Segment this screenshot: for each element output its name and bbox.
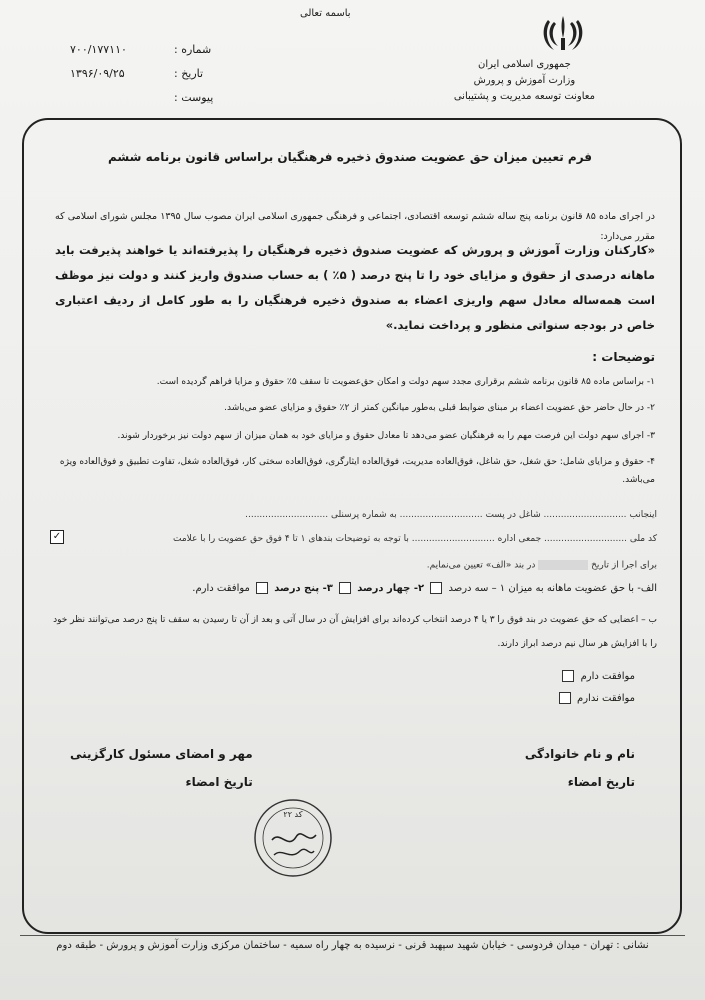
employee-name-label: نام و نام خانوادگی [524,747,635,761]
number-row [70,38,218,62]
disagree-row [556,692,635,704]
disagree-label: موافقت ندارم [577,693,635,704]
law-quote: «کارکنان وزارت آموزش و پرورش که عضویت صندوق ذخیره فرهنگیان را پذیرفته‌اند یا خواهند پذیرفت باید ماهانه درصدی از حقوق و مزایای خود را تا پنج درصد ( ۵٪ ) به حساب صندوق واریز کنند و دولت نیز موظف است همه‌ساله معادل سهم واریزی اعضاء به صندوق ذخیره فرهنگیان را به طور کامل از ردیف اعتباری خاص در بودجه سنواتی منظور و پرداخت نماید.» [55,243,655,332]
attachment-label: پیوست : [174,91,214,104]
disagree-checkbox[interactable] [559,692,571,704]
effective-date-suffix: در بند «الف» تعیین می‌نمایم. [426,560,536,571]
option-agree-label: موافقت دارم. [192,583,250,594]
number-label: شماره : [174,43,212,56]
percent-options [47,582,657,594]
ministry-line-1: جمهوری اسلامی ایران [478,59,571,70]
date-redaction [538,560,588,570]
invocation: باسمه تعالی [300,8,351,19]
employee-line: اینجانب ............................. شاغل در پست ............................. به شماره پرسنلی ............................. [245,510,657,520]
ministry-line-2: وزارت آموزش و پرورش [473,75,576,86]
employee-date-sign-label: تاریخ امضاء [567,775,635,789]
option-2-label: ۲- چهار درصد [357,583,425,594]
agree-label: موافقت دارم [580,671,635,682]
option-3-checkbox[interactable] [256,582,268,594]
number-value: ۷۰۰/۱۷۷۱۱۰ [70,43,127,56]
attachment-row [70,86,218,110]
effective-date-label: برای اجرا از تاریخ [591,560,657,571]
attachment-value [70,86,160,110]
footer-address: نشانی : تهران - میدان فردوسی - خیابان شهید سپهبد قرنی - نرسیده به چهار راه سمیه - ساختمان مرکزی وزارت آموزش و پرورش - طبقه دوم [20,935,685,951]
note-1: ۱- براساس ماده ۸۵ قانون برنامه ششم برقراری مجدد سهم دولت و امکان حق‌عضویت تا سقف ۵٪ حقوق و مزایا فراهم گردیده است. [156,377,655,387]
note-2: ۲- در حال حاضر حق عضویت اعضاء بر مبنای ضوابط قبلی به‌طور میانگین کمتر از ۲٪ حقوق و مزایای عضو می‌باشد. [224,403,655,413]
clause-b: ب – اعضایی که حق عضویت در بند فوق را ۳ یا ۴ درصد انتخاب کرده‌اند برای افزایش آن در سال آتی و بعد از آن تا رسیدن به سقف تا پنج درصد می‌توانند نظر خود را با افزایش هر سال نیم درصد ابراز دارند. [53,615,657,649]
agree-row [559,670,635,682]
iran-emblem-icon [540,12,586,56]
note-3: ۳- اجرای سهم دولت این فرصت مهم را به فرهنگیان عضو می‌دهد تا معادل حقوق و مزایای خود به همان میزان از سهم دولت نیز برخوردار شوند. [117,431,655,441]
option-2-checkbox[interactable] [339,582,351,594]
date-label: تاریخ : [174,67,204,80]
option-1-label: الف- با حق عضویت ماهانه به میزان ۱ – سه درصد [448,583,657,594]
hr-signature-block [70,740,253,796]
national-id-line: کد ملی ............................. جمعی اداره ............................. با توجه به توضیحات بندهای ۱ تا ۴ فوق حق عضویت را با علامت [172,534,657,544]
option-3-label: ۳- پنج درصد [274,583,333,594]
option-1-checkbox[interactable] [430,582,442,594]
employee-signature-block [525,740,635,796]
stamp-code: کد ۲۲ [283,810,303,819]
effective-date-line [47,560,657,571]
form-title: فرم تعیین میزان حق عضویت صندوق ذخیره فرهنگیان براساس قانون برنامه ششم [107,150,593,164]
hr-date-sign-label: تاریخ امضاء [185,775,253,789]
official-stamp [250,795,336,881]
ministry-block [454,57,595,105]
note-4: ۴- حقوق و مزایای شامل: حق شغل، حق شاغل، فوق‌العاده مدیریت، فوق‌العاده ایثارگری، فوق‌العاده سختی کار، فوق‌العاده شغل، تفاوت تطبیق و فوق‌العاده ویژه می‌باشد. [59,457,655,485]
date-row [70,62,218,86]
letter-meta [70,38,218,110]
agree-checkbox[interactable] [562,670,574,682]
notes-heading: توضیحات : [592,350,655,364]
date-value: ۱۳۹۶/۰۹/۲۵ [70,67,125,80]
hr-stamp-label: مهر و امضای مسئول کارگزینی [70,747,253,761]
intro-paragraph: در اجرای ماده ۸۵ قانون برنامه پنج ساله ششم توسعه اقتصادی، اجتماعی و فرهنگی جمهوری اسلامی ایران مصوب سال ۱۳۹۵ مجلس شورای اسلامی که مقرر می‌دارد: [55,211,655,242]
check-mark-box: ✓ [50,530,64,544]
ministry-line-3: معاونت توسعه مدیریت و پشتیبانی [453,91,595,102]
